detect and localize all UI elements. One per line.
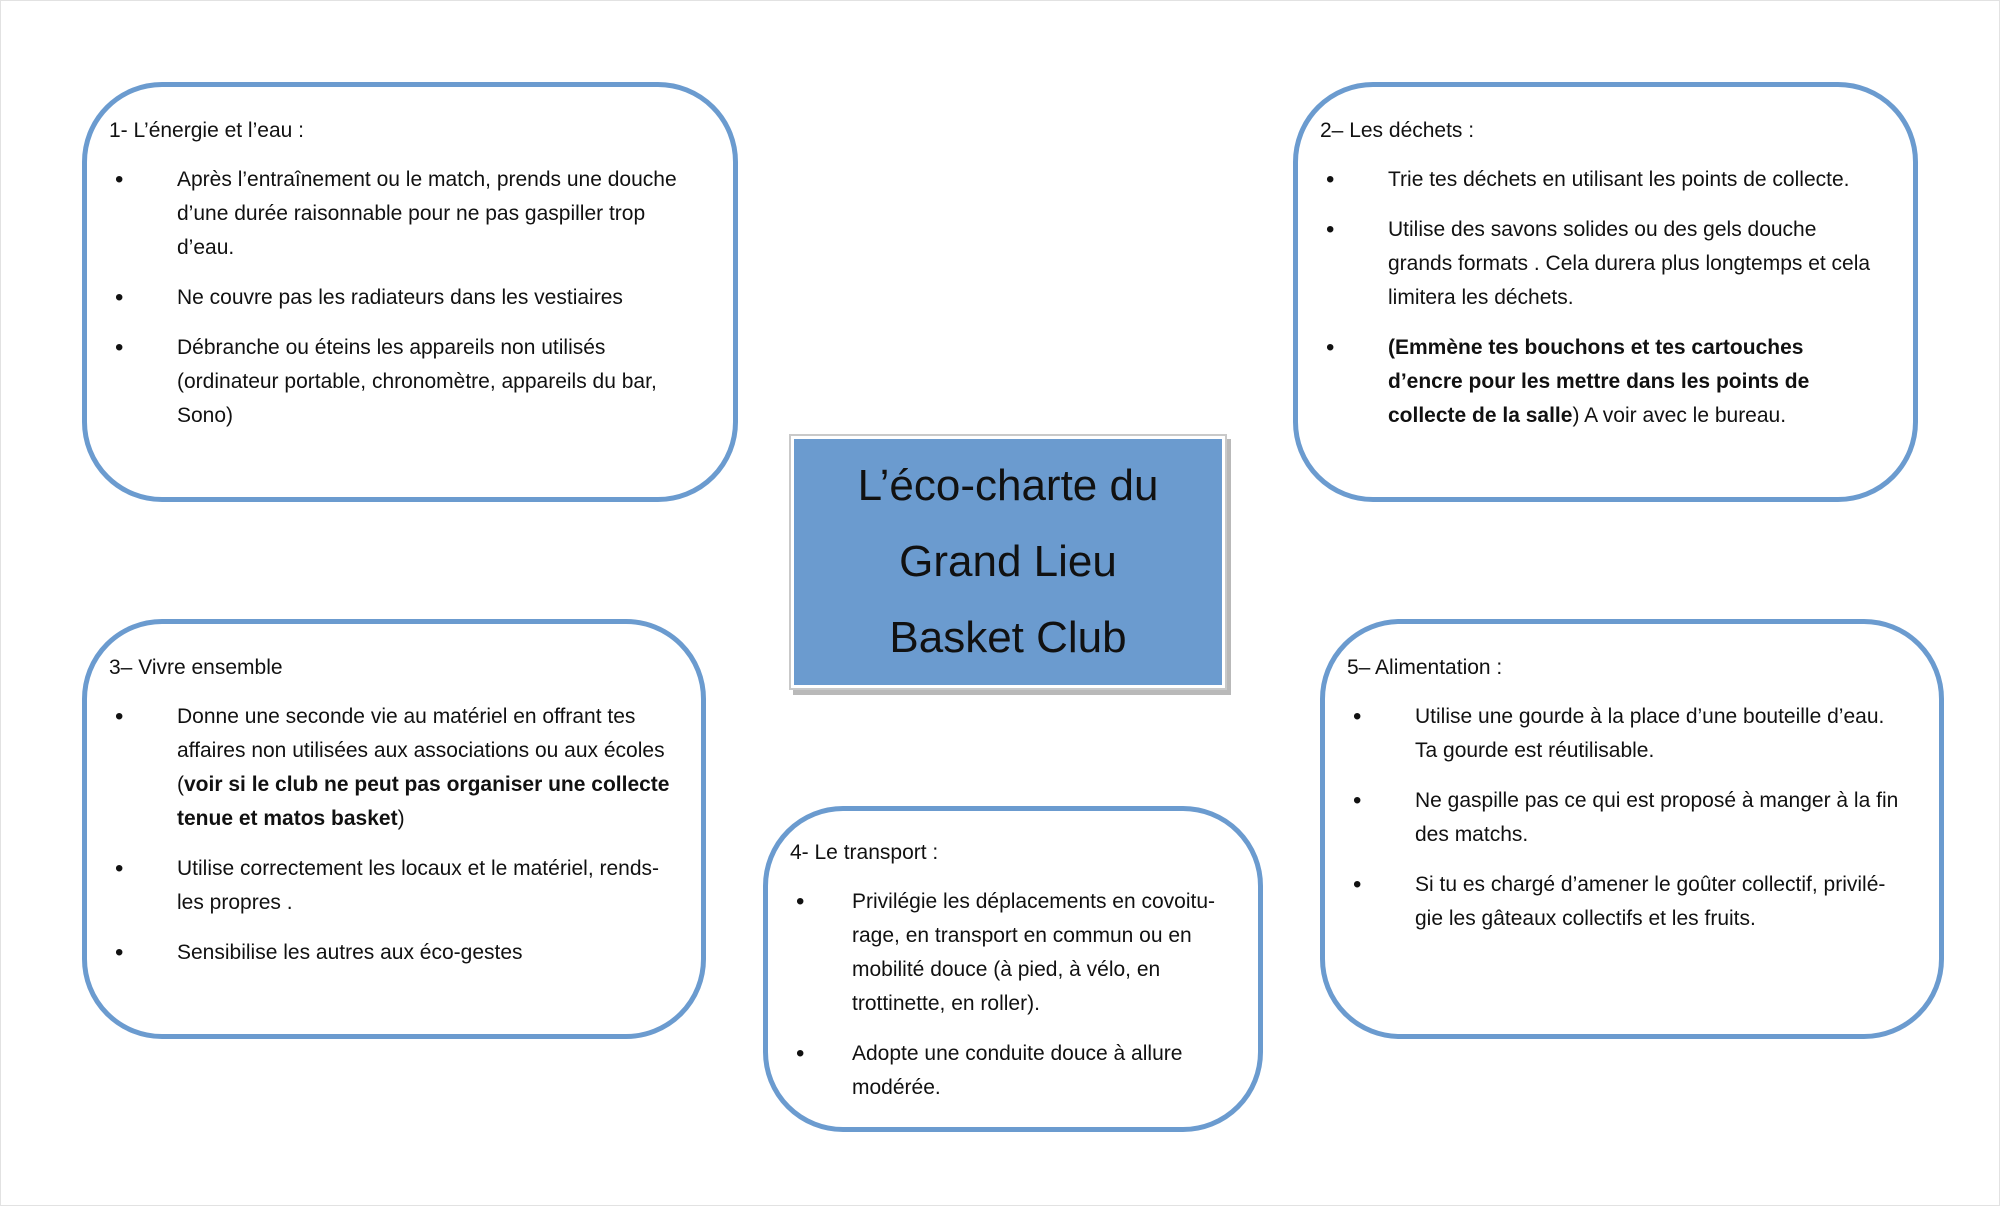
bullet-icon: • [1326, 334, 1335, 361]
bullet-icon: • [115, 334, 124, 361]
charter-title-line-1: L’éco-charte du [857, 461, 1159, 510]
transport-list [790, 885, 1228, 1105]
item-text: Sensibilise les autres aux éco-gestes [177, 941, 523, 964]
bullet-icon: • [115, 939, 124, 966]
list-item [109, 331, 703, 433]
living-together-section [82, 619, 706, 1039]
list-item [109, 936, 671, 970]
bullet-icon: • [1353, 703, 1362, 730]
list-item [109, 281, 703, 315]
list-item [1320, 163, 1883, 197]
item-text: Ne couvre pas les radiateurs dans les vestiaires [177, 286, 623, 309]
waste-list [1320, 163, 1883, 433]
bullet-icon: • [796, 1040, 805, 1067]
item-text: Ne gaspille pas ce qui est proposé à manger à la fin des matchs. [1415, 789, 1899, 846]
charter-title-line-3: Basket Club [889, 613, 1127, 662]
energy-section-title: 1- L’énergie et l’eau : [109, 119, 304, 142]
bullet-icon: • [796, 888, 805, 915]
charter-title-card [791, 436, 1225, 688]
list-item [1320, 331, 1883, 433]
list-item [1347, 784, 1909, 852]
item-text: Donne une seconde vie au matériel en offrant tes affaires non utilisées aux associations ou aux écoles ( [177, 705, 665, 796]
food-section [1320, 619, 1944, 1039]
item-text: Utilise correctement les locaux et le matériel, rends-les propres . [177, 857, 660, 914]
list-item [1320, 213, 1883, 315]
bullet-icon: • [115, 284, 124, 311]
item-text: ) A voir avec le bureau. [1572, 404, 1787, 427]
living-list [109, 700, 671, 970]
item-text: Si tu es chargé d’amener le goûter collectif, privilé-gie les gâteaux collectifs et les fruits. [1415, 873, 1886, 930]
item-text: Utilise des savons solides ou des gels douche grands formats . Cela durera plus longtemps et cela limitera les déchets. [1388, 218, 1871, 309]
food-list [1347, 700, 1909, 936]
item-text: Privilégie les déplacements en covoitu-rage, en transport en commun ou en mobilité douce (à pied, à vélo, en trottinette, en roller). [852, 890, 1216, 1015]
item-bold-text: (Emmène tes bouchons et tes cartouches d’encre pour les mettre dans les points de collecte de la salle [1388, 336, 1810, 427]
bullet-icon: • [1353, 787, 1362, 814]
list-item [790, 885, 1228, 1021]
energy-list [109, 163, 703, 433]
list-item [109, 163, 703, 265]
transport-section-title: 4- Le transport : [790, 841, 939, 864]
item-text: Après l’entraînement ou le match, prends une douche d’une durée raisonnable pour ne pas gaspiller trop d’eau. [177, 168, 677, 259]
item-text: Trie tes déchets en utilisant les points de collecte. [1388, 168, 1850, 191]
bullet-icon: • [115, 703, 124, 730]
food-section-title: 5– Alimentation : [1347, 656, 1503, 679]
list-item [109, 700, 671, 836]
bullet-icon: • [115, 855, 124, 882]
bullet-icon: • [115, 166, 124, 193]
charter-title-line-2: Grand Lieu [899, 537, 1117, 586]
list-item [109, 852, 671, 920]
item-text: Utilise une gourde à la place d’une bouteille d’eau. Ta gourde est réutilisable. [1415, 705, 1885, 762]
energy-section [82, 82, 738, 502]
list-item [790, 1037, 1228, 1105]
list-item [1347, 868, 1909, 936]
waste-section-title: 2– Les déchets : [1320, 119, 1475, 142]
item-text: Adopte une conduite douce à allure modérée. [852, 1042, 1183, 1099]
bullet-icon: • [1326, 216, 1335, 243]
bullet-icon: • [1353, 871, 1362, 898]
item-text: Débranche ou éteins les appareils non utilisés (ordinateur portable, chronomètre, appareils du bar, Sono) [177, 336, 657, 427]
item-text-after: ) [397, 807, 405, 830]
bullet-icon: • [1326, 166, 1335, 193]
item-bold-text: voir si le club ne peut pas organiser une collecte tenue et matos basket [177, 773, 670, 830]
list-item [1347, 700, 1909, 768]
transport-section [763, 806, 1263, 1132]
waste-section [1293, 82, 1918, 502]
living-section-title: 3– Vivre ensemble [109, 656, 283, 679]
